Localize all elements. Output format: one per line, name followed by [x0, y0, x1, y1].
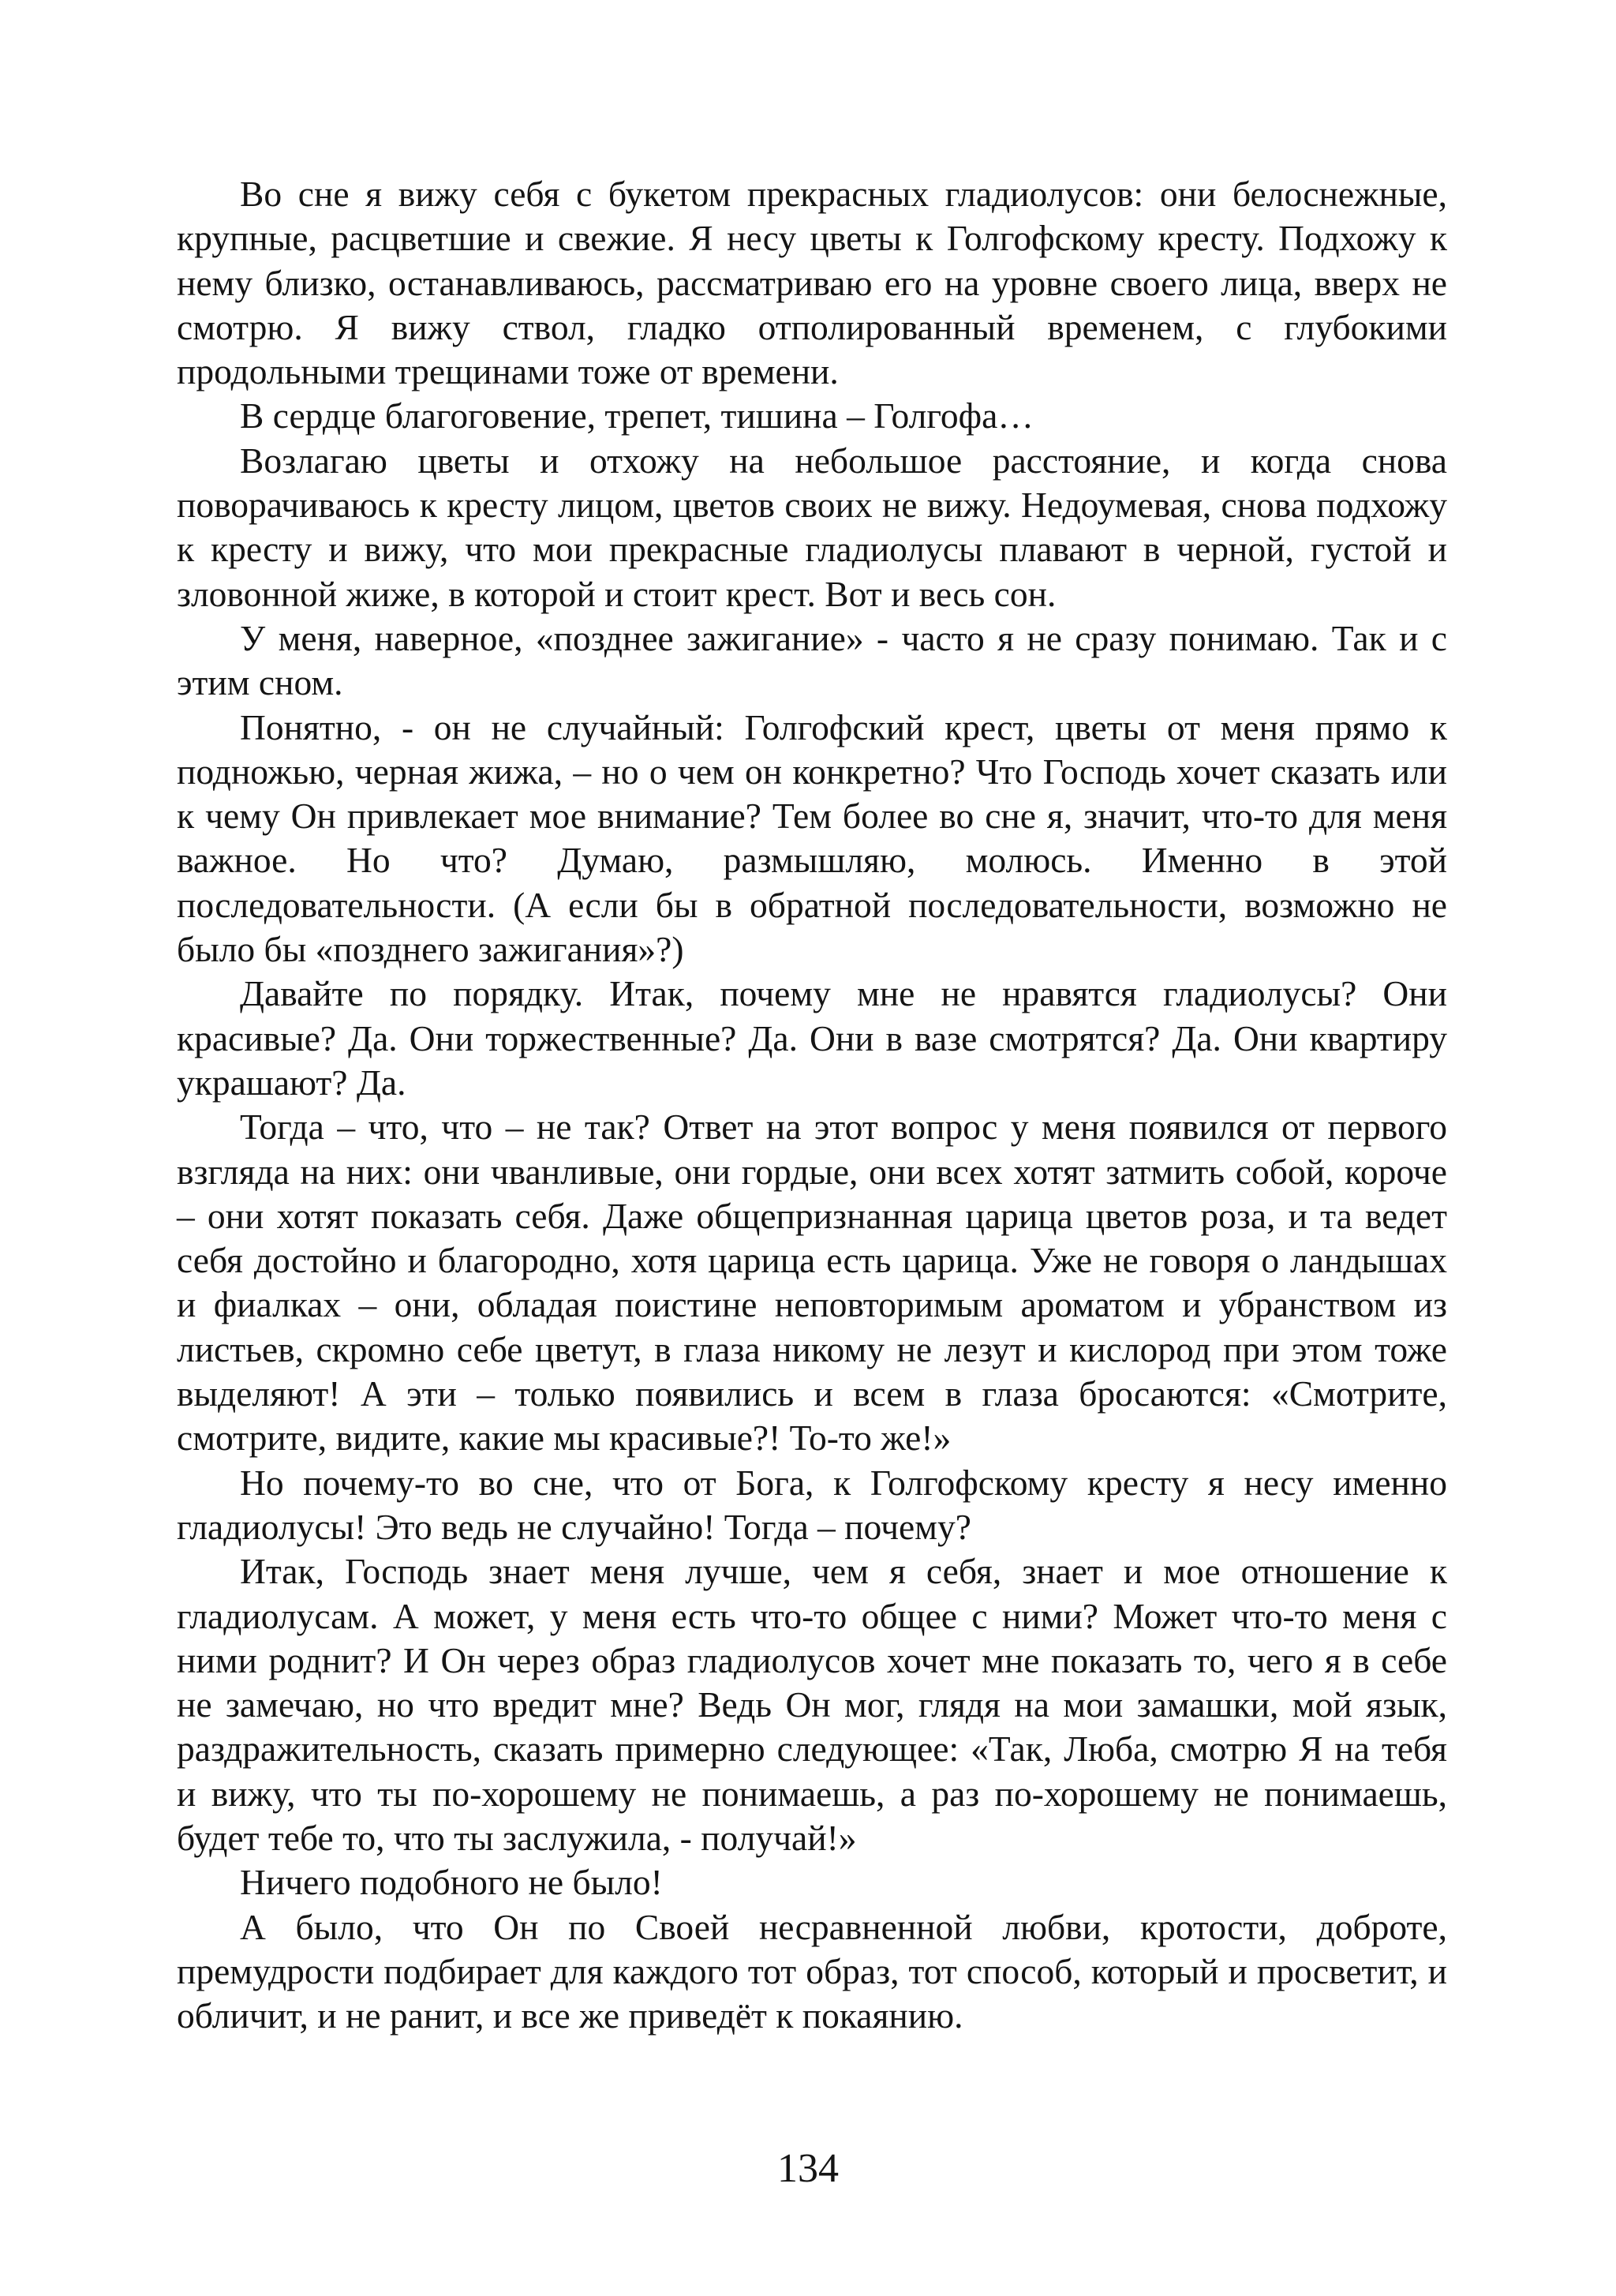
- paragraph: У меня, наверное, «позднее зажигание» - часто я не сразу понимаю. Так и с этим сном.: [177, 617, 1447, 703]
- paragraph: В сердце благоговение, трепет, тишина – Голгофа…: [240, 395, 1034, 436]
- paragraph: Во сне я вижу себя с букетом прекрасных гладиолусов: они белоснежные, крупные, расцветшие и свежие. Я несу цветы к Голгофскому кресту. Подхожу к нему близко, останавливаюсь, рассматриваю его на уровне своего лица, вверх не смотрю. Я вижу ствол, гладко отполированный временем, с глубокими продольными трещинами тоже от времени.: [177, 174, 1447, 392]
- paragraph: А было, что Он по Своей несравненной любви, кротости, доброте, премудрости подбирает для каждого тот образ, тот способ, который и просветит, и обличит, и не ранит, и все же приведёт к покаянию.: [177, 1906, 1447, 2036]
- page-number: 134: [777, 2146, 839, 2191]
- paragraph: Понятно, - он не случайный: Голгофский крест, цветы от меня прямо к подножью, черная жижа, – но о чем он конкретно? Что Господь хочет сказать или к чему Он привлекает мое внимание? Тем более во сне я, значит, что-то для меня важное. Но что? Думаю, размышляю, молюсь. Именно в этой последовательности. (А если бы в обратной последовательности, возможно не было бы «позднего зажигания»?): [177, 706, 1447, 970]
- paragraph: Итак, Господь знает меня лучше, чем я себя, знает и мое отношение к гладиолусам. А может, у меня есть что-то общее с ними? Может что-то меня с ними роднит? И Он через образ гладиолусов хочет мне показать то, чего я в себе не замечаю, но что вредит мне? Ведь Он мог, глядя на мои замашки, мой язык, раздражительность, сказать примерно следующее: «Так, Люба, смотрю Я на тебя и вижу, что ты по-хорошему не понимаешь, а раз по-хорошему не понимаешь, будет тебе то, что ты заслужила, - получай!»: [177, 1551, 1447, 1858]
- paragraph: Тогда – что, что – не так? Ответ на этот вопрос у меня появился от первого взгляда на них: они чванливые, они гордые, они всех хотят затмить собой, короче – они хотят показать себя. Даже общепризнанная царица цветов роза, и та ведет себя достойно и благородно, хотя царица есть царица. Уже не говоря о ландышах и фиалках – они, обладая поистине неповторимым ароматом и убранством из листьев, скромно себе цветут, в глаза никому не лезут и кислород при этом тоже выделяют! А эти – только появились и всем в глаза бросаются: «Смотрите, смотрите, видите, какие мы красивые?! То-то же!»: [177, 1107, 1447, 1459]
- body-text: [177, 172, 1447, 2038]
- paragraph: Но почему-то во сне, что от Бога, к Голгофскому кресту я несу именно гладиолусы! Это ведь не случайно! Тогда – почему?: [177, 1462, 1447, 1547]
- paragraph: Давайте по порядку. Итак, почему мне не нравятся гладиолусы? Они красивые? Да. Они торжественные? Да. Они в вазе смотрятся? Да. Они квартиру украшают? Да.: [177, 973, 1447, 1103]
- paragraph: Возлагаю цветы и отхожу на небольшое расстояние, и когда снова поворачиваюсь к кресту лицом, цветов своих не вижу. Недоумевая, снова подхожу к кресту и вижу, что мои прекрасные гладиолусы плавают в черной, густой и зловонной жиже, в которой и стоит крест. Вот и весь сон.: [177, 440, 1447, 614]
- paragraph: Ничего подобного не было!: [240, 1862, 663, 1903]
